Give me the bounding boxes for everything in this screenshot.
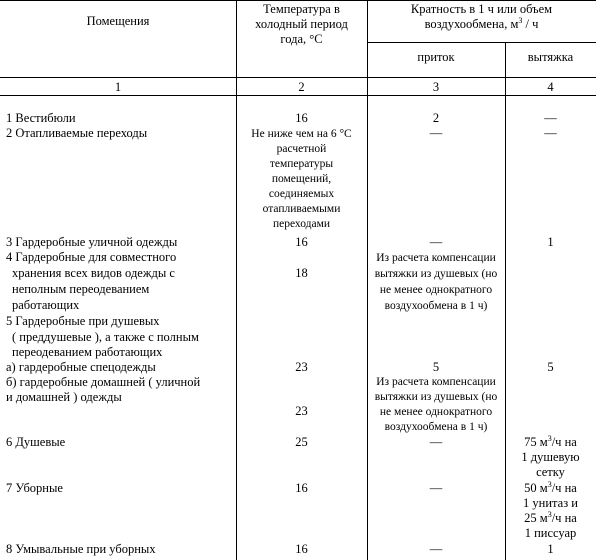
header-inflow: приток	[417, 50, 455, 64]
row-4-inflow-line-2: вытяжки из душевых (но	[374, 268, 498, 280]
row-2-temperature-line-2: расчетной	[276, 143, 327, 155]
row-1-exhaust: —	[544, 111, 557, 125]
row-6-temperature: 25	[295, 435, 308, 449]
row-7-exhaust-line-1: 50 $м^3/ч$ на	[524, 479, 577, 495]
row-3-temperature: 16	[295, 235, 308, 249]
header-air-exchange-line-2: воздухообмена, $м^3$ / ч	[424, 15, 539, 31]
row-5b-temperature: 23	[295, 404, 308, 418]
row-6-exhaust-line-1: 75 $м^3/ч$ на	[524, 433, 577, 449]
row-2-exhaust: —	[544, 126, 557, 140]
row-4-name-line-4: работающих	[12, 298, 80, 312]
row-2-inflow: —	[429, 126, 443, 140]
row-2-temperature-line-6: отапливаемыми	[262, 203, 341, 215]
row-7-inflow: —	[429, 481, 443, 495]
row-3-inflow: —	[429, 235, 443, 249]
row-6-name: 6 Душевые	[6, 435, 66, 449]
row-5a-inflow: 5	[432, 360, 440, 374]
row-5-name-line-2: ( преддушевые ), а также с полным	[12, 330, 199, 344]
row-2-name: 2 Отапливаемые переходы	[6, 126, 148, 140]
row-2-temperature-line-4: помещений,	[271, 173, 332, 185]
row-4-inflow-line-4: воздухообмена в 1 ч)	[384, 300, 488, 312]
row-4-name-line-2: хранения всех видов одежды с	[12, 266, 175, 280]
row-2-temperature-line-1: Не ниже чем на 6 °С	[251, 128, 352, 140]
column-number-3: 3	[432, 80, 440, 94]
row-1-name: 1 Вестибюли	[6, 111, 76, 125]
row-7-exhaust-line-3: 25 $м^3/ч$ на	[524, 509, 577, 525]
row-1-temperature: 16	[295, 111, 308, 125]
row-1-inflow: 2	[432, 111, 440, 125]
column-number-2: 2	[298, 80, 305, 94]
column-number-4: 4	[547, 80, 554, 94]
row-4-name-line-3: неполным переодеванием	[12, 282, 150, 296]
header-exhaust: вытяжка	[527, 50, 574, 64]
header-temperature-line-2: холодный период	[255, 17, 348, 31]
row-8-temperature: 16	[295, 542, 308, 556]
header-air-exchange-line-1: Кратность в 1 ч или объем	[410, 2, 553, 16]
row-3-name: 3 Гардеробные уличной одежды	[6, 235, 178, 249]
row-5b-name-line-1: б) гардеробные домашней ( уличной	[6, 375, 201, 389]
header-rooms: Помещения	[86, 14, 150, 28]
row-8-exhaust: 1	[547, 542, 554, 556]
row-5a-exhaust: 5	[547, 360, 554, 374]
row-5b-inflow-line-4: воздухообмена в 1 ч)	[384, 421, 488, 433]
row-7-exhaust-line-2: 1 унитаз и	[523, 496, 578, 510]
row-6-exhaust-line-3: сетку	[536, 465, 565, 479]
row-5a-temperature: 23	[295, 360, 308, 374]
row-5b-inflow-line-3: не менее однократного	[379, 406, 493, 418]
row-7-exhaust-line-4: 1 писсуар	[524, 526, 577, 540]
row-2-temperature-line-7: переходами	[272, 218, 331, 230]
header-bottom-border	[0, 77, 596, 78]
row-3-exhaust: 1	[547, 235, 554, 249]
row-8-inflow: —	[429, 542, 443, 556]
row-4-inflow-line-1: Из расчета компенсации	[376, 252, 496, 264]
row-5b-inflow-line-1: Из расчета компенсации	[376, 376, 496, 388]
row-7-name: 7 Уборные	[6, 481, 63, 495]
row-5a-name: а) гардеробные спецодежды	[6, 360, 156, 374]
header-temperature-line-1: Температура в	[263, 2, 340, 16]
row-6-inflow: —	[429, 435, 443, 449]
column-number-1: 1	[114, 80, 122, 94]
row-4-inflow-line-3: не менее однократного	[379, 284, 493, 296]
row-8-name: 8 Умывальные при уборных	[6, 542, 156, 556]
row-5b-name-line-2: и домашней ) одежды	[6, 390, 122, 404]
row-7-temperature: 16	[295, 481, 308, 495]
header-temperature-line-3: года, °С	[280, 32, 323, 46]
row-5-name-line-1: 5 Гардеробные при душевых	[6, 314, 160, 328]
row-4-temperature: 18	[295, 266, 308, 280]
row-6-exhaust-line-2: 1 душевую	[521, 450, 580, 464]
row-2-temperature-line-3: температуры	[269, 158, 334, 170]
number-row-divider	[0, 95, 596, 96]
row-2-temperature-line-5: соединяемых	[268, 188, 335, 200]
row-4-name-line-1: 4 Гардеробные для совместного	[6, 250, 177, 264]
header-sub-divider	[367, 42, 596, 43]
row-5b-inflow-line-2: вытяжки из душевых (но	[374, 391, 498, 403]
row-5-name-line-3: переодеванием работающих	[12, 345, 163, 359]
